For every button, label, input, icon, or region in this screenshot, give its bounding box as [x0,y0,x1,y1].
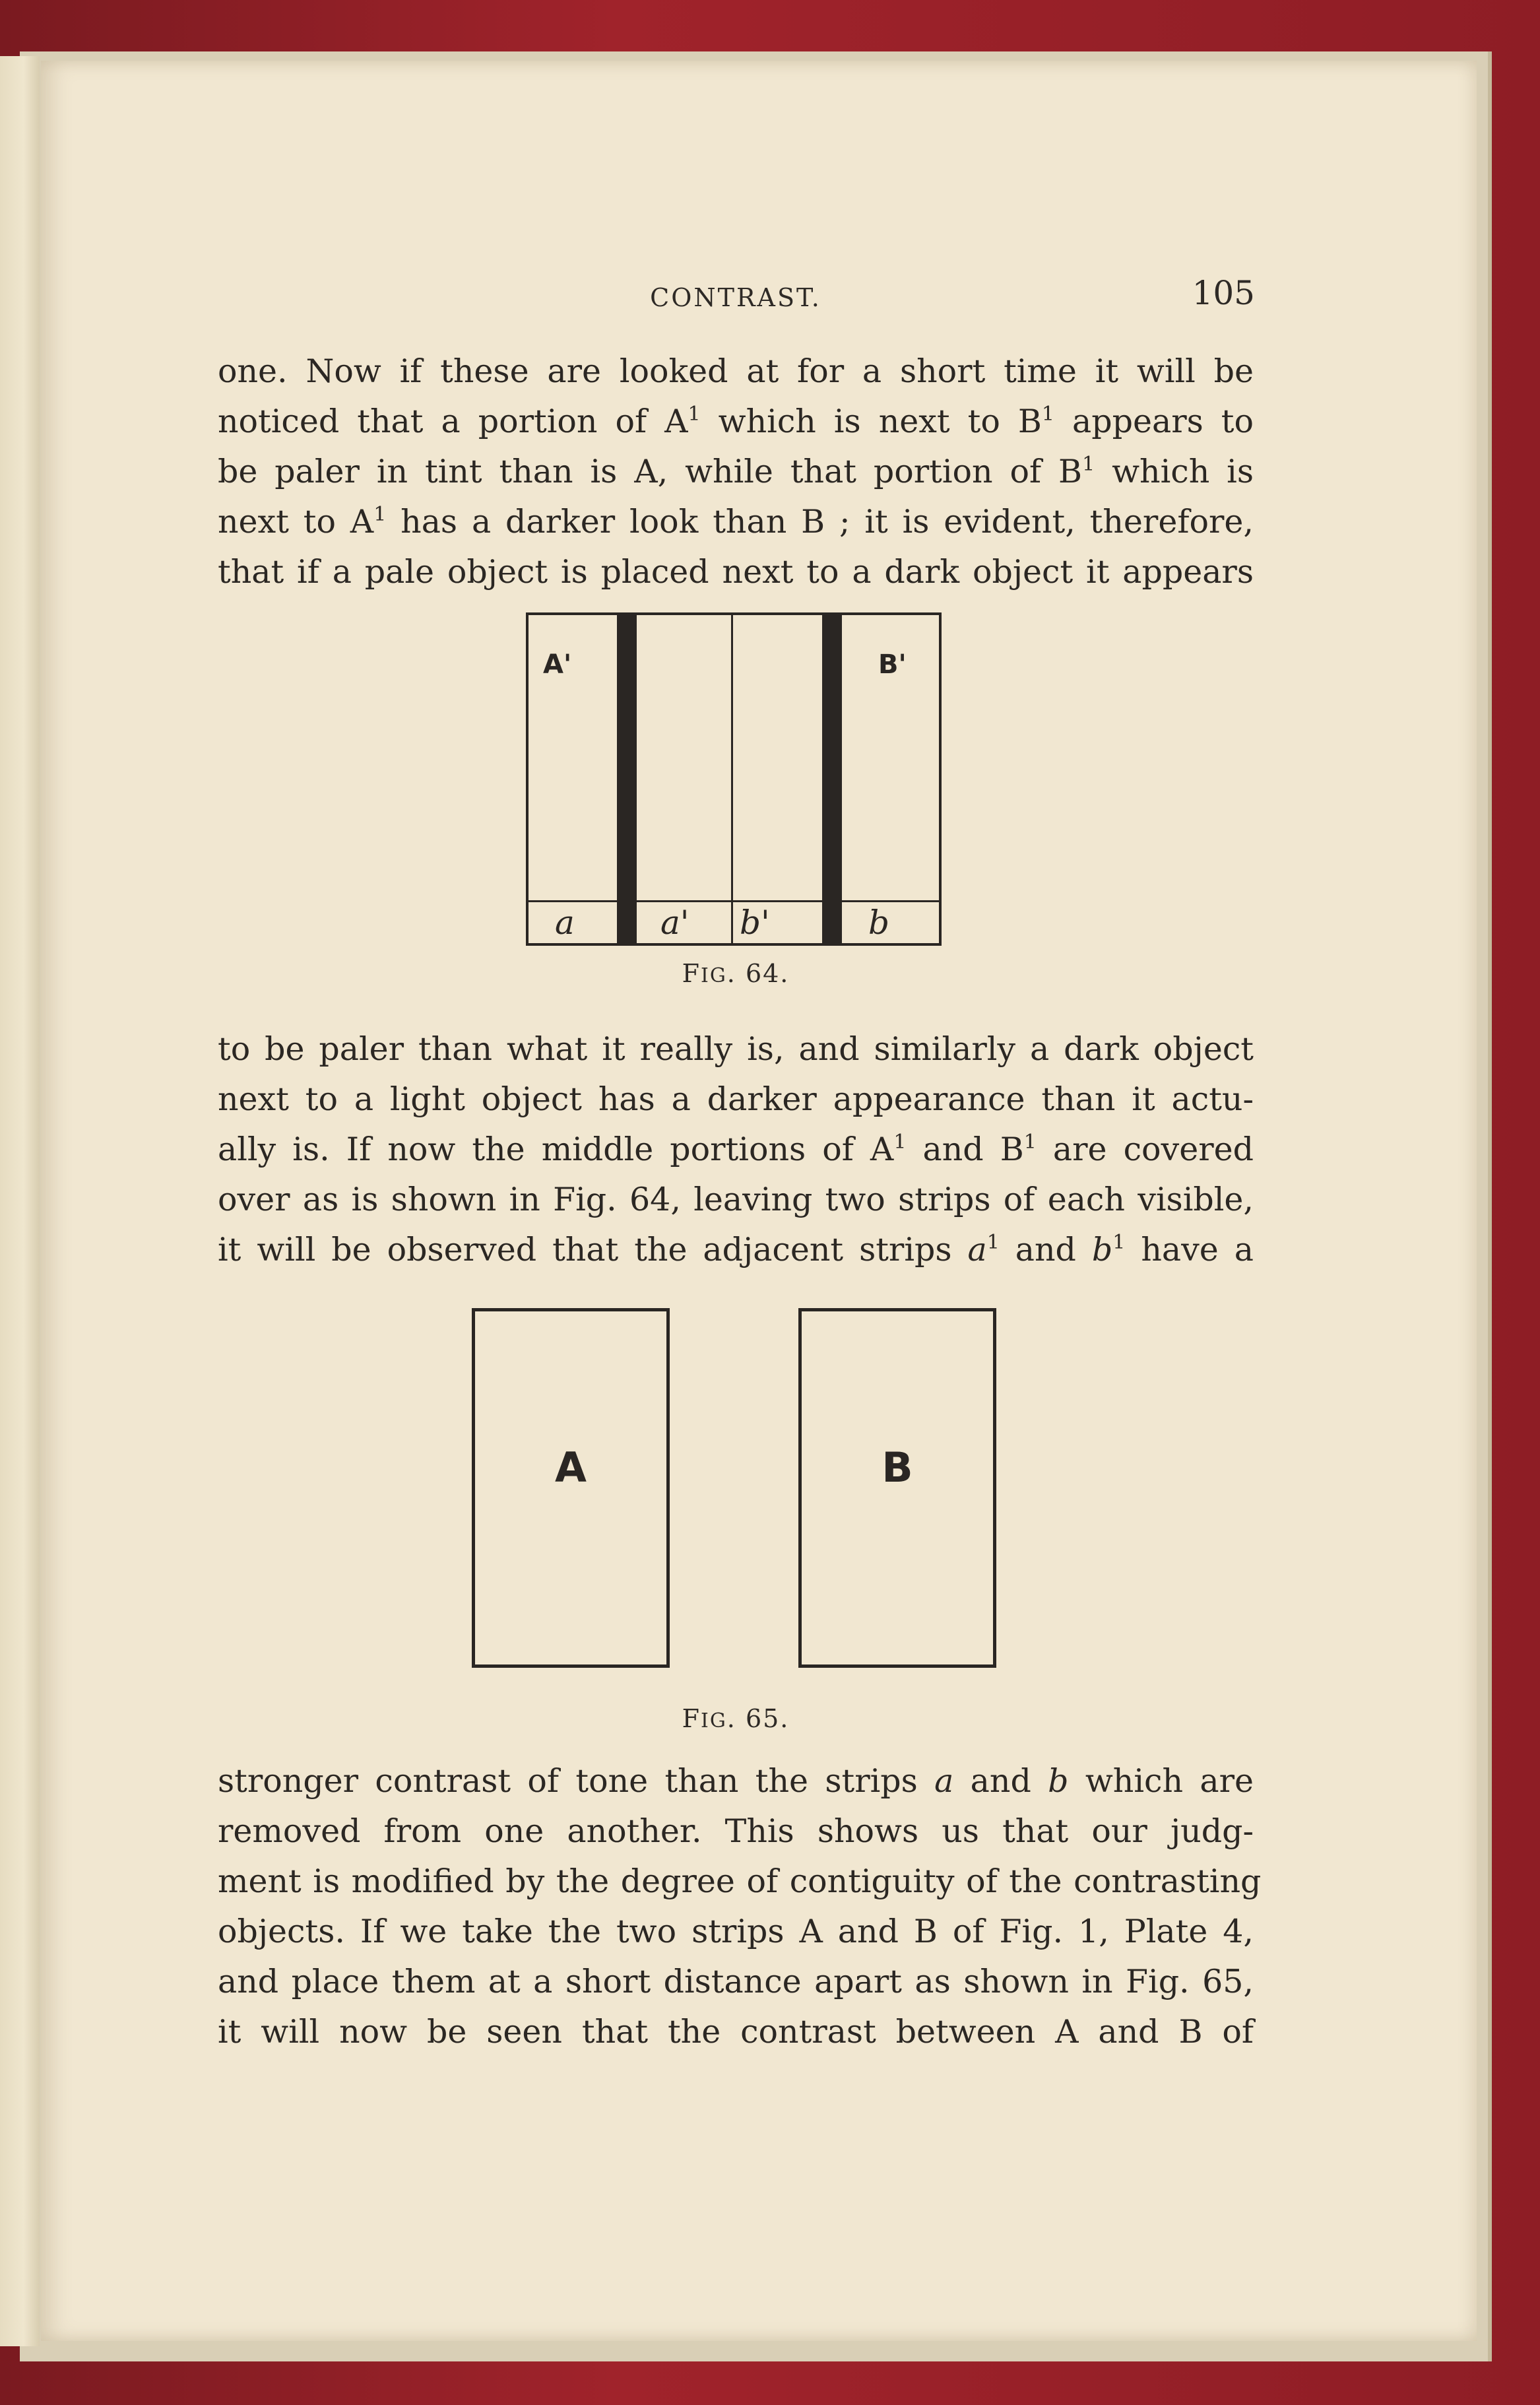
paragraph-line: to be paler than what it really is, and similarly a dark object [218,1030,1254,1068]
page-header [218,274,1254,313]
paragraph-line: and place them at a short distance apart as shown in Fig. 65, [218,1963,1254,2000]
figure-bottom-rule [529,900,939,902]
figure-64-caption: FIG. 64. [682,959,790,988]
label-a-prime: a' [660,904,690,942]
paragraph-line: next to a light object has a darker appearance than it actu- [218,1080,1254,1118]
label-b: b [868,904,890,942]
paragraph-line: it will be observed that the adjacent strips $a^1$ and $b^1$ have a [218,1231,1254,1268]
label-b-prime: b' [740,904,770,942]
label-b-prime-upper: B' [878,649,907,680]
text-block [218,274,1262,2057]
strip-a-panel [472,1308,670,1668]
paragraph-3 [218,1756,1262,2057]
paragraph-line: stronger contrast of tone than the strips a and b which are [218,1762,1254,1800]
paragraph-line: that if a pale object is placed next to a dark object it appears [218,553,1254,591]
paragraph-line: ally is. If now the middle portions of $A^1$ and $B^1$ are covered [218,1131,1254,1168]
strip-b-panel [798,1308,996,1668]
figure-divider [731,615,733,943]
strip-b-label: B [882,1443,913,1492]
paragraph-line: ment is modified by the degree of contiguity of the contrasting [218,1862,1262,1900]
paragraph-1 [218,346,1254,597]
page-number: 105 [1192,274,1255,312]
dark-strip-right [822,615,842,943]
strip-a-label: A [555,1443,587,1492]
paragraph-line: objects. If we take the two strips A and B of Fig. 1, Plate 4, [218,1913,1254,1950]
dark-strip-left [617,615,637,943]
figure-65-caption: FIG. 65. [682,1704,790,1733]
facing-page-edge [0,56,40,2346]
paragraph-line: removed from one another. This shows us that our judg- [218,1812,1254,1850]
running-head: CONTRAST. [650,283,821,312]
paragraph-line: next to $A^1$ has a darker look than B ; it is evident, therefore, [218,503,1254,541]
paragraph-2 [218,1024,1254,1275]
paragraph-line: it will now be seen that the contrast between A and B of [218,2013,1254,2051]
figure-64 [526,612,942,946]
label-a: a [555,904,575,942]
paragraph-line: noticed that a portion of $A^1$ which is next to $B^1$ appears to [218,403,1254,440]
figure-65 [218,1308,1254,1668]
label-a-prime-upper: A' [543,649,572,680]
paragraph-line: one. Now if these are looked at for a short time it will be [218,352,1254,390]
paragraph-line: over as is shown in Fig. 64, leaving two strips of each visible, [218,1181,1254,1218]
paragraph-line: be paler in tint than is A, while that portion of $B^1$ which is [218,453,1254,490]
